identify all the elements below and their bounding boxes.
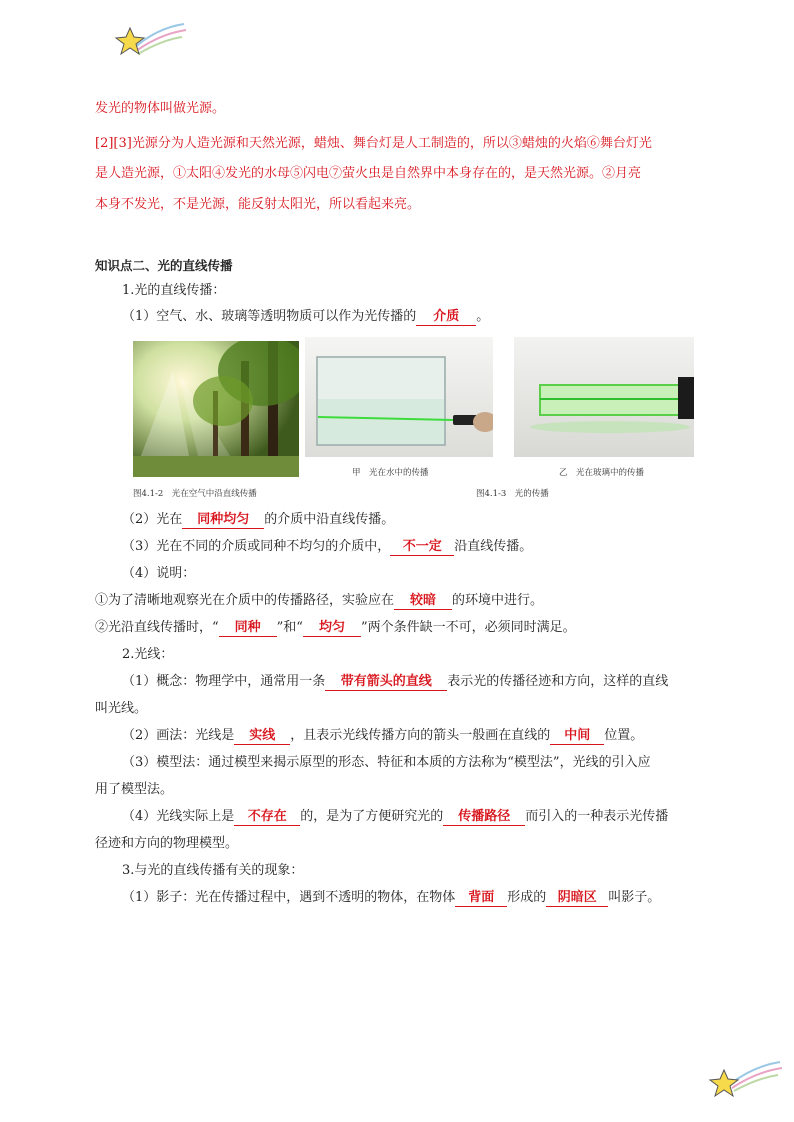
item-3-1: （1）影子：光在传播过程中，遇到不透明的物体，在物体 背面 形成的 阴暗区 叫影子。	[122, 890, 661, 905]
answer-blank: 同种	[219, 620, 277, 637]
explanation-line-4: 本身不发光，不是光源，能反射太阳光，所以看起来亮。	[95, 197, 421, 212]
figure-caption-b: 乙 光在玻璃中的传播	[559, 468, 645, 478]
glass-block-photo	[514, 337, 694, 457]
shooting-star-icon	[706, 1058, 786, 1102]
subsection-3-title: 3.与光的直线传播有关的现象：	[122, 863, 304, 878]
answer-blank: 带有箭头的直线	[325, 674, 447, 691]
explanation-line-3: 是人造光源，①太阳④发光的水母⑤闪电⑦萤火虫是自然界中本身存在的，是天然光源。②月亮	[95, 166, 642, 181]
answer-blank: 实线	[234, 728, 290, 745]
item-1-3: （3）光在不同的介质或同种不均匀的介质中， 不一定 沿直线传播。	[122, 539, 533, 554]
subsection-2-title: 2.光线：	[122, 647, 174, 662]
answer-blank: 同种均匀	[182, 512, 264, 529]
note-1: ①为了清晰地观察光在介质中的传播路径，实验应在 较暗 的环境中进行。	[95, 593, 544, 608]
explanation-line-2: [2][3]光源分为人造光源和天然光源，蜡烛、舞台灯是人工制造的，所以③蜡烛的火焰⑥舞台灯光	[95, 136, 652, 151]
answer-blank: 阴暗区	[546, 890, 608, 907]
item-2-3: （3）模型法：通过模型来揭示原型的形态、特征和本质的方法称为“模型法”，光线的引入应	[122, 755, 651, 770]
explanation-line-1: 发光的物体叫做光源。	[95, 101, 226, 116]
shooting-star-icon	[112, 18, 192, 58]
answer-blank: 传播路径	[443, 809, 525, 826]
answer-blank: 不一定	[390, 539, 454, 556]
figure-caption-a: 甲 光在水中的传播	[352, 468, 429, 478]
answer-blank: 背面	[455, 890, 507, 907]
forest-light-photo	[133, 341, 299, 477]
water-tank-photo	[305, 337, 493, 457]
answer-blank: 不存在	[234, 809, 300, 826]
answer-blank: 中间	[550, 728, 604, 745]
figure-caption-2: 图4.1-3 光的传播	[476, 489, 549, 499]
answer-blank: 较暗	[394, 593, 452, 610]
item-2-1: （1）概念：物理学中，通常用一条 带有箭头的直线 表示光的传播径迹和方向，这样的直线	[122, 674, 669, 689]
answer-blank: 均匀	[303, 620, 361, 637]
note-2: ②光沿直线传播时，“ 同种 ”和“ 均匀 ”两个条件缺一不可，必须同时满足。	[95, 620, 576, 635]
item-2-2: （2）画法：光线是 实线 ，且表示光线传播方向的箭头一般画在直线的 中间 位置。	[122, 728, 644, 743]
item-2-4: （4）光线实际上是 不存在 的，是为了方便研究光的 传播路径 而引入的一种表示光传播	[122, 809, 669, 824]
section-title: 知识点二、光的直线传播	[95, 258, 233, 273]
subsection-1-title: 1.光的直线传播：	[122, 283, 226, 298]
item-2-4-cont: 径迹和方向的物理模型。	[95, 836, 239, 851]
item-1-1: （1）空气、水、玻璃等透明物质可以作为光传播的 介质 。	[122, 309, 490, 324]
item-2-1-cont: 叫光线。	[95, 701, 148, 716]
figure-caption-1: 图4.1-2 光在空气中沿直线传播	[133, 489, 257, 499]
item-1-2: （2）光在 同种均匀 的介质中沿直线传播。	[122, 512, 395, 527]
item-1-4: （4）说明：	[122, 566, 196, 581]
item-2-3-cont: 用了模型法。	[95, 782, 174, 797]
answer-blank: 介质	[416, 309, 476, 326]
